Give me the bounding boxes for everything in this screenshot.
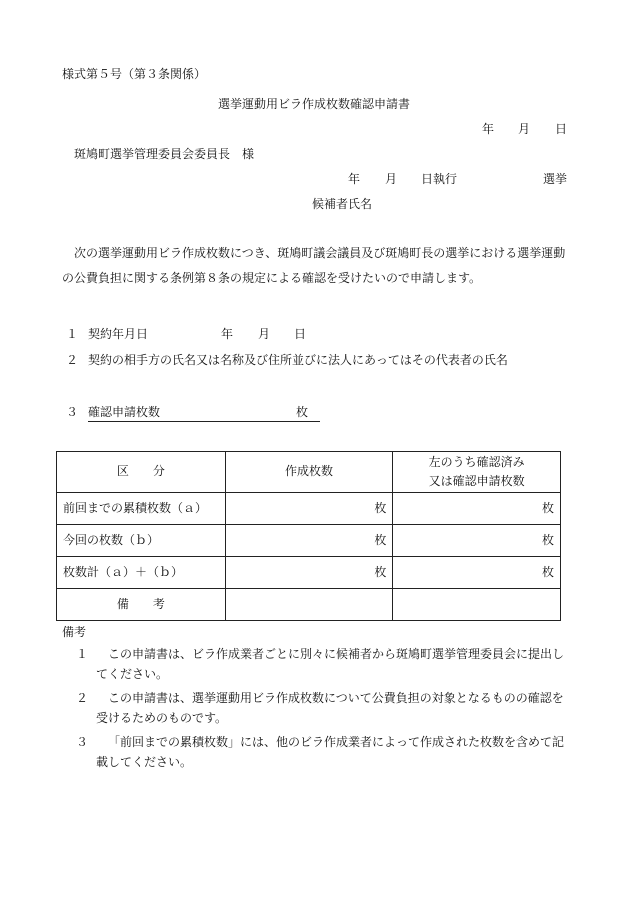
document-title: 選挙運動用ビラ作成枚数確認申請書 xyxy=(218,97,411,111)
item-3-unit: 枚 xyxy=(295,405,308,419)
date-month: 月 xyxy=(518,122,531,136)
item-2-number: ２ xyxy=(66,353,79,367)
row-unit-created: 枚 xyxy=(225,493,393,525)
note-item: １ この申請書は、ビラ作成業者ごとに別々に候補者から斑鳩町選挙管理委員会に提出し てください。 xyxy=(76,647,565,681)
item-3-field xyxy=(88,404,320,422)
row-unit-confirmed: 枚 xyxy=(393,525,561,557)
item-1-number: １ xyxy=(66,327,79,341)
table-row xyxy=(57,493,561,525)
header-created-count: 作成枚数 xyxy=(225,452,393,493)
candidate-name-label: 候補者氏名 xyxy=(312,197,373,211)
note-item: ２ この申請書は、選挙運動用ビラ作成枚数について公費負担の対象となるものの確認を 受けるためのものです。 xyxy=(76,691,564,725)
remarks-label: 備 考 xyxy=(57,589,226,621)
election-month: 月 xyxy=(385,172,398,186)
body-line: の公費負担に関する条例第８条の規定による確認を受けたいので申請します。 xyxy=(62,271,482,285)
election-year: 年 xyxy=(348,172,361,186)
item-3-label: 確認申請枚数 xyxy=(88,405,161,419)
row-label: 前回までの累積枚数（ａ） xyxy=(57,493,226,525)
election-day-held: 日執行 xyxy=(421,172,458,186)
table-header-row xyxy=(57,452,561,493)
row-label: 枚数計（ａ）＋（ｂ） xyxy=(57,557,226,589)
remarks-cell xyxy=(393,589,561,621)
row-unit-created: 枚 xyxy=(225,557,393,589)
row-label: 今回の枚数（ｂ） xyxy=(57,525,226,557)
item-1-day: 日 xyxy=(294,327,307,341)
item-2-label: 契約の相手方の氏名又は名称及び住所並びに法人にあってはその代表者の氏名 xyxy=(88,353,508,367)
note-item: ３ 「前回までの累積枚数」には、他のビラ作成業者によって作成された枚数を含めて記 載してください。 xyxy=(76,735,565,769)
body-paragraph xyxy=(62,241,572,291)
table-row xyxy=(57,557,561,589)
date-year: 年 xyxy=(482,122,495,136)
item-1-month: 月 xyxy=(258,327,271,341)
addressee: 斑鳩町選挙管理委員会委員長 様 xyxy=(74,147,255,161)
table-row xyxy=(57,525,561,557)
date-day: 日 xyxy=(555,122,568,136)
header-confirmed-count: 左のうち確認済み 又は確認申請枚数 xyxy=(393,452,561,493)
count-table xyxy=(56,451,561,621)
notes-heading: 備考 xyxy=(62,625,87,639)
table-row-remarks xyxy=(57,589,561,621)
row-unit-confirmed: 枚 xyxy=(393,493,561,525)
form-number: 様式第５号（第３条関係） xyxy=(62,67,207,81)
remarks-cell xyxy=(225,589,393,621)
row-unit-confirmed: 枚 xyxy=(393,557,561,589)
body-line: 次の選挙運動用ビラ作成枚数につき、斑鳩町議会議員及び斑鳩町長の選挙における選挙運動 xyxy=(74,246,566,260)
election-label: 選挙 xyxy=(543,172,568,186)
item-1-year: 年 xyxy=(221,327,234,341)
notes-list xyxy=(62,644,572,776)
header-category: 区 分 xyxy=(57,452,226,493)
row-unit-created: 枚 xyxy=(225,525,393,557)
item-1-label: 契約年月日 xyxy=(88,327,149,341)
item-3-number: ３ xyxy=(66,405,79,419)
